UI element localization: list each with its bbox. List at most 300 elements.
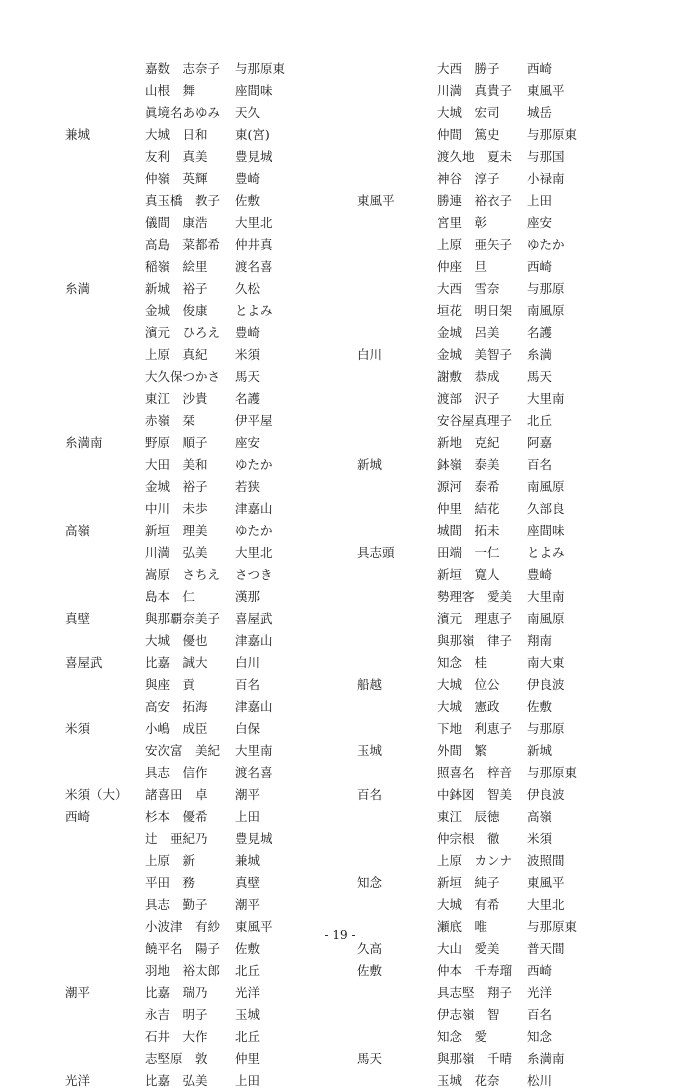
area-cell: 西崎 <box>65 809 91 824</box>
school-cell: 天久 <box>235 105 261 120</box>
school-cell: 久部良 <box>527 501 565 516</box>
name-cell: 勢理客 愛美 <box>437 589 513 604</box>
school-cell: 東(宮) <box>235 127 270 142</box>
school-cell: 上田 <box>235 1073 261 1088</box>
area-cell <box>65 102 145 124</box>
area-cell <box>357 168 437 190</box>
school-cell: 波照間 <box>527 853 565 868</box>
name-cell: 與那覇奈美子 <box>145 611 221 626</box>
area-cell <box>65 850 145 872</box>
list-item <box>357 982 607 1004</box>
name-cell: 友利 真美 <box>145 149 208 164</box>
name-cell: 比嘉 弘美 <box>145 1073 208 1088</box>
school-cell: 米須 <box>235 347 261 362</box>
school-cell: 大里北 <box>235 215 273 230</box>
list-item <box>357 1070 607 1092</box>
name-cell: 垣花 明日架 <box>437 303 513 318</box>
name-cell: 神谷 淳子 <box>437 171 500 186</box>
school-cell: 光洋 <box>527 985 553 1000</box>
name-cell: 川満 弘美 <box>145 545 208 560</box>
area-cell <box>65 960 145 982</box>
list-item <box>357 278 607 300</box>
name-cell: 與那嶺 律子 <box>437 633 513 648</box>
school-cell: 新城 <box>527 743 553 758</box>
school-cell: 南風原 <box>527 479 565 494</box>
list-item <box>357 322 607 344</box>
name-cell: 具志堅 翔子 <box>437 985 513 1000</box>
name-cell: 鉢嶺 泰美 <box>437 457 500 472</box>
school-cell: 与那国 <box>527 149 565 164</box>
area-cell <box>357 586 437 608</box>
school-cell: 東風平 <box>235 919 273 934</box>
school-cell: 座安 <box>527 215 553 230</box>
list-item <box>357 476 607 498</box>
list-item <box>65 894 315 916</box>
name-cell: 石井 大作 <box>145 1029 208 1044</box>
list-item <box>357 718 607 740</box>
name-cell: 具志 勤子 <box>145 897 208 912</box>
school-cell: 南大東 <box>527 655 565 670</box>
name-cell: 仲間 篤史 <box>437 127 500 142</box>
school-cell: 北丘 <box>235 963 261 978</box>
school-cell: 光洋 <box>235 985 261 1000</box>
school-cell: 真壁 <box>235 875 261 890</box>
school-cell: 与那原東 <box>235 61 286 76</box>
school-cell: 佐敷 <box>235 193 261 208</box>
area-cell <box>357 520 437 542</box>
name-cell: 知念 愛 <box>437 1029 488 1044</box>
area-cell <box>357 146 437 168</box>
name-cell: 島本 仁 <box>145 589 196 604</box>
name-cell: 下地 利恵子 <box>437 721 513 736</box>
area-cell <box>357 234 437 256</box>
list-item <box>65 696 315 718</box>
area-cell: 米須（大） <box>65 787 128 802</box>
name-cell: 永吉 明子 <box>145 1007 208 1022</box>
list-item <box>357 652 607 674</box>
list-item <box>65 432 315 454</box>
area-cell <box>357 388 437 410</box>
area-cell <box>65 212 145 234</box>
list-item <box>357 256 607 278</box>
list-item <box>65 740 315 762</box>
list-item <box>357 146 607 168</box>
list-item <box>357 828 607 850</box>
area-cell <box>65 828 145 850</box>
area-cell: 百名 <box>357 787 383 802</box>
area-cell <box>65 366 145 388</box>
name-cell: 儀間 康浩 <box>145 215 208 230</box>
list-item <box>65 124 315 146</box>
school-cell: 津嘉山 <box>235 699 273 714</box>
school-cell: 大里北 <box>235 545 273 560</box>
name-cell: 知念 桂 <box>437 655 488 670</box>
name-cell: 上原 亜矢子 <box>437 237 513 252</box>
list-item <box>357 1004 607 1026</box>
list-item <box>65 718 315 740</box>
list-item <box>357 740 607 762</box>
school-cell: 豊崎 <box>235 325 261 340</box>
name-cell: 勝連 裕衣子 <box>437 193 513 208</box>
school-cell: 伊平屋 <box>235 413 273 428</box>
area-cell <box>65 894 145 916</box>
list-item <box>357 960 607 982</box>
list-item <box>65 454 315 476</box>
area-cell <box>65 630 145 652</box>
list-item <box>65 652 315 674</box>
name-cell: 宮里 彰 <box>437 215 488 230</box>
area-cell: 馬天 <box>357 1051 383 1066</box>
area-cell <box>65 234 145 256</box>
name-cell: 仲宗根 徹 <box>437 831 500 846</box>
school-cell: 豊見城 <box>235 831 273 846</box>
school-cell: 潮平 <box>235 897 261 912</box>
area-cell <box>65 476 145 498</box>
school-cell: 渡名喜 <box>235 765 273 780</box>
school-cell: 豊見城 <box>235 149 273 164</box>
name-cell: 大久保つかさ <box>145 369 221 384</box>
name-cell: 稲嶺 絵里 <box>145 259 208 274</box>
area-cell <box>357 80 437 102</box>
list-item <box>357 190 607 212</box>
school-cell: 豊崎 <box>527 567 553 582</box>
area-cell <box>65 168 145 190</box>
area-cell <box>65 410 145 432</box>
school-cell: 糸満南 <box>527 1051 565 1066</box>
list-item <box>357 630 607 652</box>
list-item <box>357 212 607 234</box>
list-item <box>65 344 315 366</box>
area-cell <box>357 366 437 388</box>
name-cell: 大西 雪奈 <box>437 281 500 296</box>
list-item <box>65 366 315 388</box>
school-cell: 兼城 <box>235 853 261 868</box>
name-cell: 大城 位公 <box>437 677 500 692</box>
list-item <box>65 828 315 850</box>
area-cell <box>357 982 437 1004</box>
name-cell: 上原 カンナ <box>437 853 513 868</box>
name-cell: 真玉橋 教子 <box>145 193 221 208</box>
school-cell: 名護 <box>235 391 261 406</box>
area-cell <box>357 498 437 520</box>
name-cell: 金城 呂美 <box>437 325 500 340</box>
name-cell: 平田 務 <box>145 875 196 890</box>
name-cell: 山根 舞 <box>145 83 196 98</box>
list-item <box>65 1004 315 1026</box>
area-cell <box>65 674 145 696</box>
school-cell: 米須 <box>527 831 553 846</box>
school-cell: 仲里 <box>235 1051 261 1066</box>
list-item <box>65 542 315 564</box>
list-item <box>65 520 315 542</box>
name-cell: 仲嶺 英輝 <box>145 171 208 186</box>
school-cell: 百名 <box>235 677 261 692</box>
name-cell: 與那嶺 千晴 <box>437 1051 513 1066</box>
school-cell: 南風原 <box>527 611 565 626</box>
list-item <box>65 630 315 652</box>
school-cell: 阿嘉 <box>527 435 553 450</box>
list-item <box>357 564 607 586</box>
area-cell <box>65 322 145 344</box>
area-cell <box>357 1004 437 1026</box>
name-cell: 大城 優也 <box>145 633 208 648</box>
name-cell: 新地 克紀 <box>437 435 500 450</box>
school-cell: 仲井真 <box>235 237 273 252</box>
school-cell: 伊良波 <box>527 677 565 692</box>
list-item <box>65 322 315 344</box>
name-cell: 金城 裕子 <box>145 479 208 494</box>
name-cell: 羽地 裕太郎 <box>145 963 221 978</box>
area-cell <box>65 1026 145 1048</box>
list-item <box>65 102 315 124</box>
area-cell <box>65 80 145 102</box>
list-item <box>357 498 607 520</box>
area-cell <box>357 806 437 828</box>
area-cell <box>357 762 437 784</box>
area-cell: 佐敷 <box>357 963 383 978</box>
list-item <box>357 674 607 696</box>
area-cell <box>357 630 437 652</box>
name-cell: 新垣 理美 <box>145 523 208 538</box>
name-cell: 伊志嶺 智 <box>437 1007 500 1022</box>
list-item <box>357 432 607 454</box>
list-item <box>65 498 315 520</box>
list-item <box>65 278 315 300</box>
list-item <box>65 982 315 1004</box>
school-cell: 西崎 <box>527 963 553 978</box>
list-item <box>65 872 315 894</box>
list-item <box>357 168 607 190</box>
area-cell: 東風平 <box>357 193 395 208</box>
name-cell: 中鉢図 智美 <box>437 787 513 802</box>
school-cell: 若狭 <box>235 479 261 494</box>
name-cell: 源河 泰希 <box>437 479 500 494</box>
name-cell: 杉本 優希 <box>145 809 208 824</box>
area-cell <box>357 212 437 234</box>
list-item <box>357 234 607 256</box>
area-cell <box>357 124 437 146</box>
area-cell: 光洋 <box>65 1073 91 1088</box>
area-cell: 具志頭 <box>357 545 395 560</box>
area-cell <box>65 740 145 762</box>
name-cell: 小嶋 成臣 <box>145 721 208 736</box>
list-item <box>65 58 315 80</box>
area-cell: 真壁 <box>65 611 91 626</box>
school-cell: 座間味 <box>527 523 565 538</box>
area-cell <box>357 828 437 850</box>
list-item <box>357 608 607 630</box>
school-cell: 豊崎 <box>235 171 261 186</box>
school-cell: 北丘 <box>527 413 553 428</box>
list-item <box>65 1048 315 1070</box>
area-cell <box>65 146 145 168</box>
area-cell <box>65 564 145 586</box>
list-item <box>65 960 315 982</box>
area-cell <box>357 410 437 432</box>
school-cell: 西崎 <box>527 61 553 76</box>
name-cell: 金城 俊康 <box>145 303 208 318</box>
area-cell <box>65 58 145 80</box>
list-item <box>65 806 315 828</box>
list-item <box>65 388 315 410</box>
school-cell: 玉城 <box>235 1007 261 1022</box>
school-cell: 津嘉山 <box>235 501 273 516</box>
name-cell: 上原 新 <box>145 853 196 868</box>
name-cell: 比嘉 誠大 <box>145 655 208 670</box>
area-cell: 船越 <box>357 677 383 692</box>
school-cell: とよみ <box>527 545 565 560</box>
list-item <box>65 1026 315 1048</box>
name-cell: 具志 信作 <box>145 765 208 780</box>
area-cell: 玉城 <box>357 743 383 758</box>
area-cell <box>65 388 145 410</box>
name-cell: 上原 真紀 <box>145 347 208 362</box>
area-cell <box>65 190 145 212</box>
area-cell <box>357 718 437 740</box>
name-cell: 新垣 純子 <box>437 875 500 890</box>
school-cell: 大里北 <box>527 897 565 912</box>
school-cell: さつき <box>235 567 273 582</box>
list-item <box>65 190 315 212</box>
list-item <box>357 784 607 806</box>
name-cell: 新垣 寛人 <box>437 567 500 582</box>
area-cell <box>357 1070 437 1092</box>
list-item <box>65 80 315 102</box>
name-cell: 新城 裕子 <box>145 281 208 296</box>
list-item <box>357 894 607 916</box>
area-cell <box>357 102 437 124</box>
list-item <box>357 586 607 608</box>
name-cell: 赤嶺 栞 <box>145 413 196 428</box>
school-cell: 松川 <box>527 1073 553 1088</box>
name-cell: 謝敷 恭成 <box>437 369 500 384</box>
name-cell: 饒平名 陽子 <box>145 941 221 956</box>
area-cell: 米須 <box>65 721 91 736</box>
list-item <box>65 674 315 696</box>
name-cell: 濱元 ひろえ <box>145 325 221 340</box>
list-item <box>65 476 315 498</box>
school-cell: 馬天 <box>235 369 261 384</box>
list-item <box>357 762 607 784</box>
school-cell: 佐敷 <box>235 941 261 956</box>
name-cell: 金城 美智子 <box>437 347 513 362</box>
list-item <box>357 80 607 102</box>
area-cell: 新城 <box>357 457 383 472</box>
area-cell: 知念 <box>357 875 383 890</box>
school-cell: 東風平 <box>527 83 565 98</box>
name-cell: 與座 貢 <box>145 677 196 692</box>
list-item <box>65 410 315 432</box>
school-cell: 津嘉山 <box>235 633 273 648</box>
list-item <box>357 124 607 146</box>
list-item <box>65 300 315 322</box>
list-item <box>65 564 315 586</box>
school-cell: 東風平 <box>527 875 565 890</box>
school-cell: 糸満 <box>527 347 553 362</box>
name-cell: 安次富 美紀 <box>145 743 221 758</box>
school-cell: 名護 <box>527 325 553 340</box>
name-cell: 濱元 理恵子 <box>437 611 513 626</box>
list-item <box>357 542 607 564</box>
area-cell <box>357 696 437 718</box>
name-cell: 眞境名あゆみ <box>145 105 221 120</box>
area-cell <box>65 586 145 608</box>
area-cell <box>65 300 145 322</box>
name-cell: 城間 拓未 <box>437 523 500 538</box>
list-item <box>357 454 607 476</box>
name-cell: 諸喜田 卓 <box>145 787 208 802</box>
school-cell: 大里南 <box>235 743 273 758</box>
name-cell: 仲本 千寿瑠 <box>437 963 513 978</box>
area-cell: 喜屋武 <box>65 655 103 670</box>
list-item <box>65 146 315 168</box>
school-cell: 南風原 <box>527 303 565 318</box>
list-item <box>357 102 607 124</box>
school-cell: 座安 <box>235 435 261 450</box>
school-cell: 漢那 <box>235 589 261 604</box>
school-cell: ゆたか <box>527 237 565 252</box>
school-cell: 与那原東 <box>527 127 578 142</box>
list-item <box>357 300 607 322</box>
name-cell: 安谷屋真理子 <box>437 413 513 428</box>
area-cell <box>357 476 437 498</box>
area-cell: 高嶺 <box>65 523 91 538</box>
list-item <box>65 586 315 608</box>
name-cell: 辻 亜紀乃 <box>145 831 208 846</box>
area-cell <box>357 850 437 872</box>
name-cell: 照喜名 梓音 <box>437 765 513 780</box>
school-cell: 久松 <box>235 281 261 296</box>
school-cell: 翔南 <box>527 633 553 648</box>
area-cell <box>65 696 145 718</box>
list-item <box>357 872 607 894</box>
name-cell: 川満 真貴子 <box>437 83 513 98</box>
school-cell: 小禄南 <box>527 171 565 186</box>
school-cell: ゆたか <box>235 523 273 538</box>
list-item <box>357 58 607 80</box>
school-cell: 渡名喜 <box>235 259 273 274</box>
list-item <box>357 366 607 388</box>
list-item <box>65 168 315 190</box>
name-cell: 大山 愛美 <box>437 941 500 956</box>
name-cell: 高島 菜都希 <box>145 237 221 252</box>
name-cell: 瀬底 唯 <box>437 919 488 934</box>
name-cell: 大田 美和 <box>145 457 208 472</box>
school-cell: 知念 <box>527 1029 553 1044</box>
school-cell: とよみ <box>235 303 273 318</box>
area-cell <box>357 278 437 300</box>
list-item <box>357 388 607 410</box>
school-cell: 伊良波 <box>527 787 565 802</box>
list-item <box>65 234 315 256</box>
name-cell: 志堅原 敦 <box>145 1051 208 1066</box>
area-cell <box>65 454 145 476</box>
list-item <box>357 410 607 432</box>
name-cell: 玉城 花奈 <box>437 1073 500 1088</box>
name-cell: 大城 憲政 <box>437 699 500 714</box>
name-cell: 田端 一仁 <box>437 545 500 560</box>
school-cell: 上田 <box>235 809 261 824</box>
area-cell <box>65 344 145 366</box>
list-item <box>65 212 315 234</box>
area-cell <box>65 1004 145 1026</box>
name-cell: 東江 沙貴 <box>145 391 208 406</box>
school-cell: ゆたか <box>235 457 273 472</box>
name-cell: 大城 宏司 <box>437 105 500 120</box>
list-item <box>65 784 315 806</box>
area-cell: 白川 <box>357 347 383 362</box>
name-cell: 小波津 有紗 <box>145 919 221 934</box>
